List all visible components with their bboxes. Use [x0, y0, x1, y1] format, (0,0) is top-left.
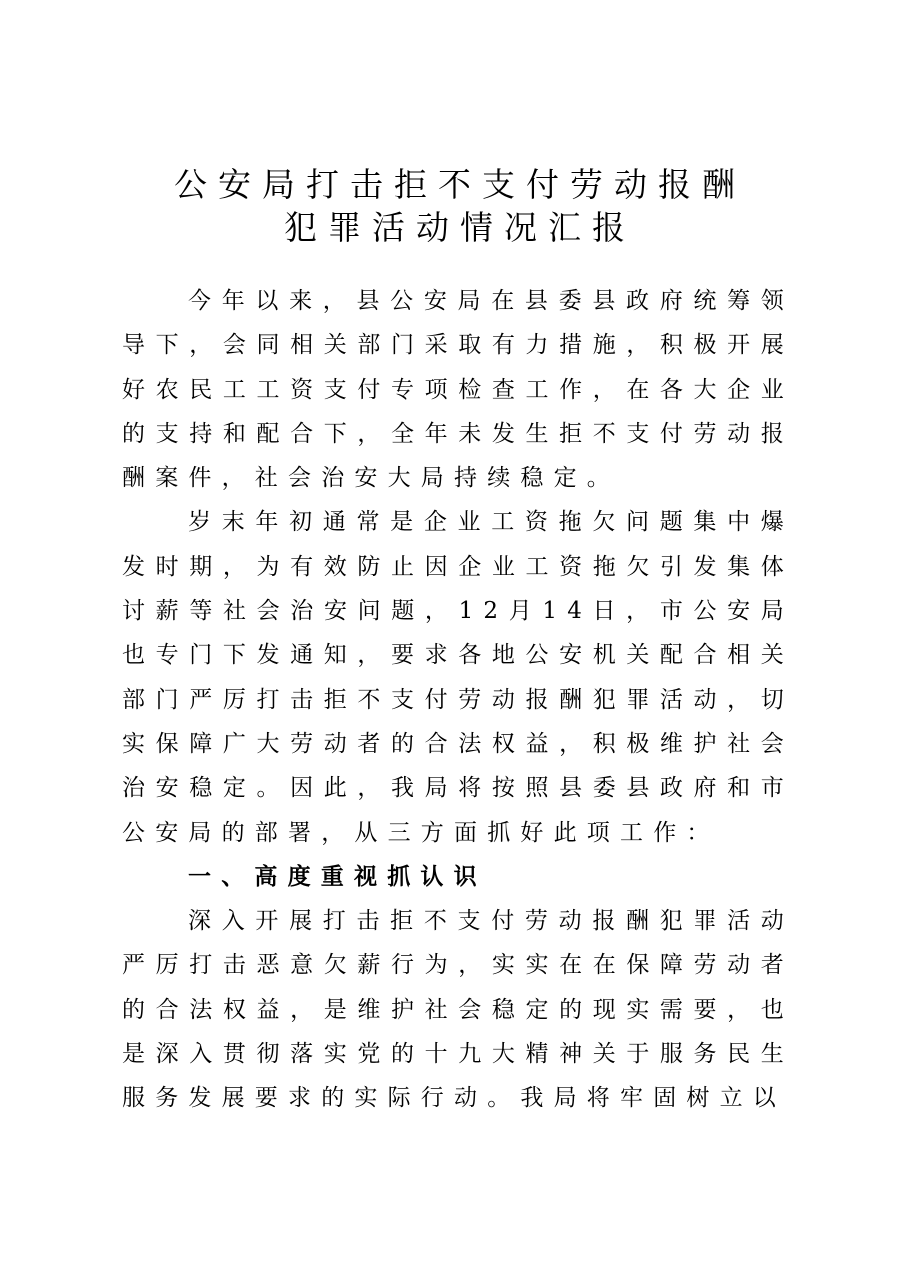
- paragraph-intro: 今年以来，县公安局在县委县政府统筹领导下，会同相关部门采取有力措施，积极开展好农民工工资支付专项检查工作，在各大企业的支持和配合下，全年未发生拒不支付劳动报酬案件，社会治安大局持续稳定。: [122, 288, 794, 492]
- paragraph-background: 岁末年初通常是企业工资拖欠问题集中爆发时期，为有效防止因企业工资拖欠引发集体讨薪等社会治安问题，12月14日，市公安局也专门下发通知，要求各地公安机关配合相关部门严厉打击拒不支付劳动报酬犯罪活动，切实保障广大劳动者的合法权益，积极维护社会治安稳定。因此，我局将按照县委县政府和市公安局的部署，从三方面抓好此项工作：: [122, 509, 794, 846]
- document-body: [122, 279, 794, 1121]
- document-title-line-2: 犯罪活动情况汇报: [284, 208, 636, 247]
- section-paragraph: 深入开展打击拒不支付劳动报酬犯罪活动严厉打击恶意欠薪行为，实实在在保障劳动者的合法权益，是维护社会稳定的现实需要，也是深入贯彻落实党的十九大精神关于服务民生服务发展要求的实际行动。我局将牢固树立以: [122, 908, 794, 1112]
- section-heading: 一、高度重视抓认识: [188, 863, 487, 890]
- document-title-line-1: 公安局打击拒不支付劳动报酬: [174, 165, 746, 204]
